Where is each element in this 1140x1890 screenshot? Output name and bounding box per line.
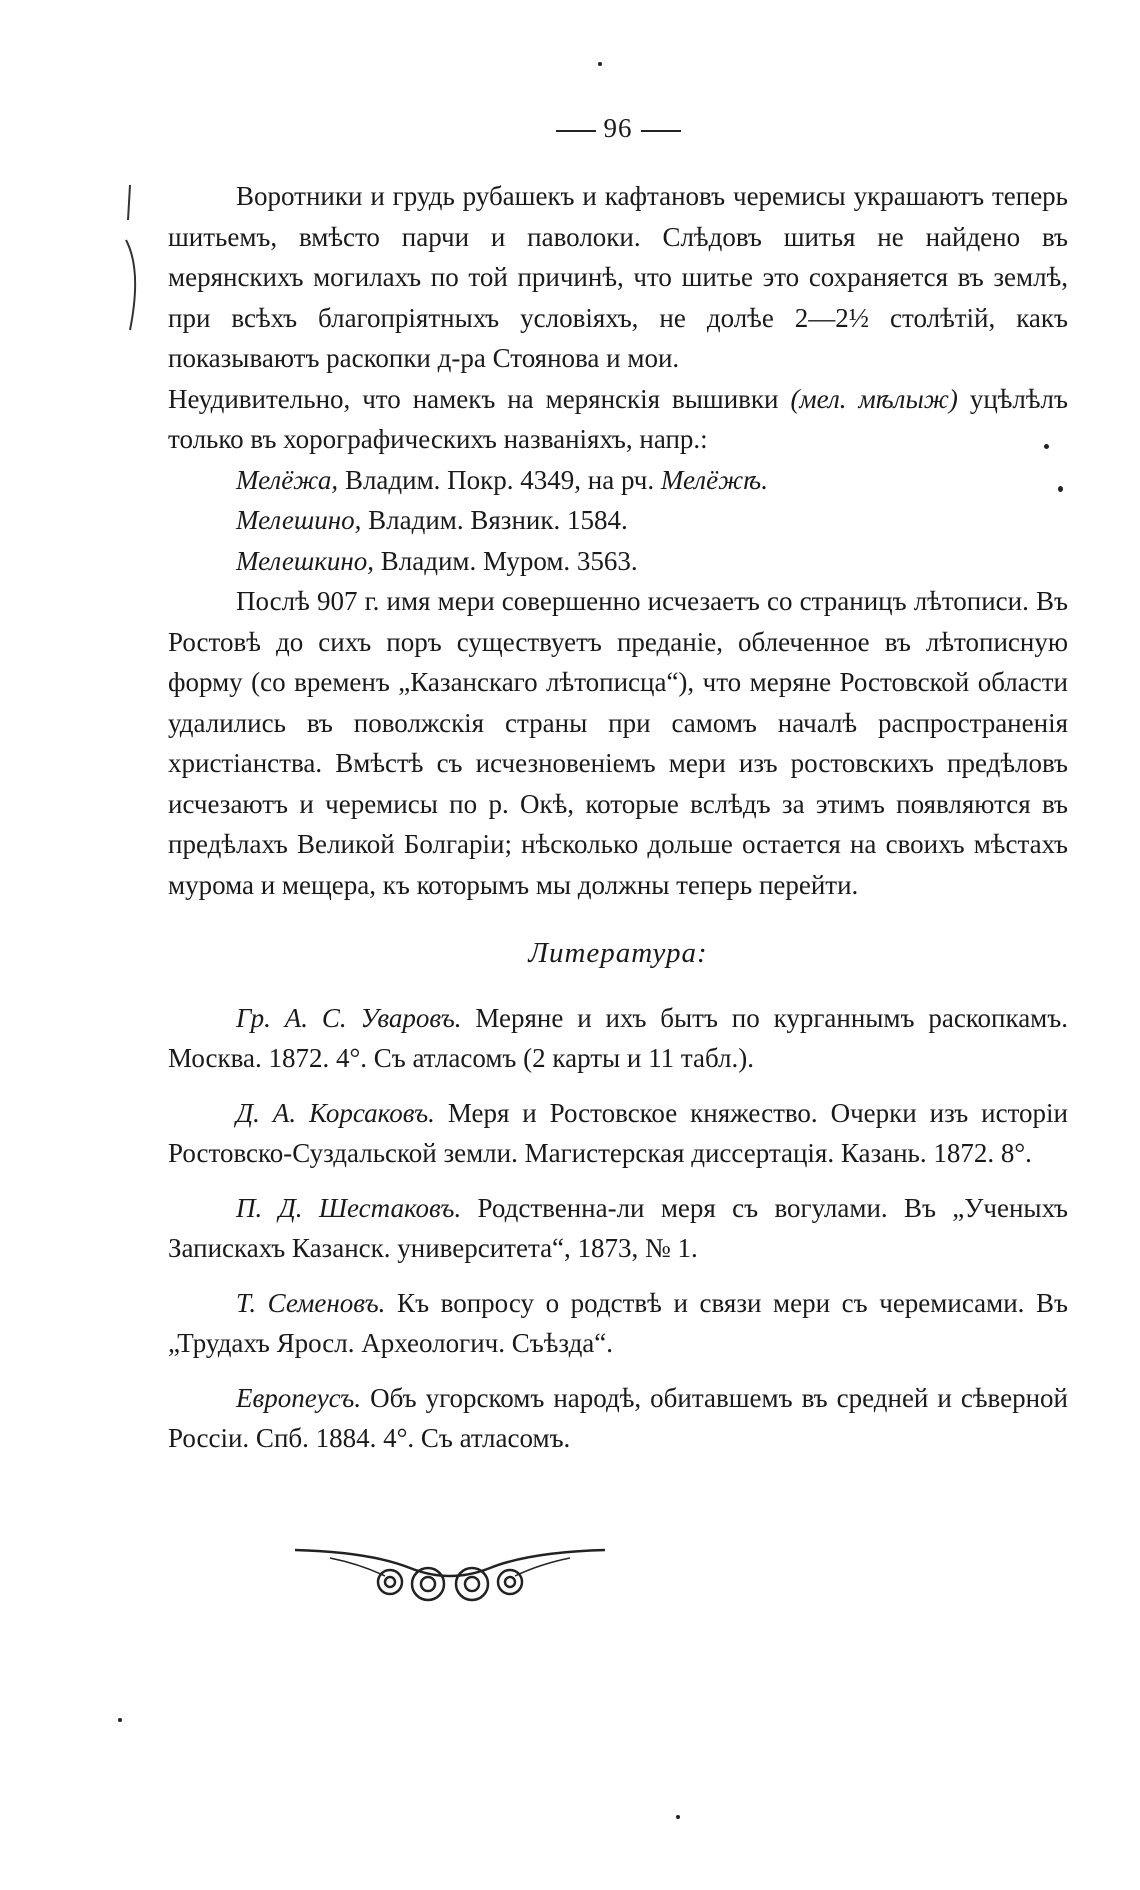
- page-header: [168, 108, 1068, 149]
- margin-pencil-bracket: [120, 180, 150, 340]
- reference-author: Д. А. Корсаковъ.: [236, 1097, 435, 1128]
- header-dash: [556, 130, 596, 132]
- reference-entry: Т. Семеновъ. Къ вопросу о родствѣ и связи мери съ черемисами. Въ „Трудахъ Яросл. Археологич. Съѣзда“.: [168, 1287, 1068, 1358]
- page-number: 96: [603, 113, 633, 143]
- header-dash: [641, 130, 681, 132]
- page-body: [168, 176, 1068, 1473]
- toponym-entry: Мелёжа, Владим. Покр. 4349, на рч. Мелёжѣ.: [236, 464, 768, 495]
- reference-entry: Европеусъ. Объ угорскомъ народѣ, обитавшемъ въ средней и сѣверной Россіи. Спб. 1884. 4°. Съ атласомъ.: [168, 1382, 1068, 1453]
- reference-author: П. Д. Шестаковъ.: [236, 1192, 462, 1223]
- ink-speck: [598, 62, 602, 66]
- paragraph: Воротники и грудь рубашекъ и кафтановъ черемисы украшаютъ теперь шитьемъ, вмѣсто парчи и паволоки. Слѣдовъ шитья не найдено въ мерянскихъ могилахъ по той причинѣ, что шитье это сохраняется въ землѣ, при всѣхъ благопріятныхъ условіяхъ, не долѣе 2—2½ столѣтій, какъ показываютъ раскопки д-ра Стоянова и мои.: [168, 181, 1068, 373]
- reference-entry: Д. А. Корсаковъ. Меря и Ростовское княжество. Очерки изъ исторіи Ростовско-Суздальской земли. Магистерская диссертація. Казань. 1872. 8°.: [168, 1097, 1068, 1168]
- reference-author: Т. Семеновъ.: [236, 1287, 386, 1318]
- reference-entry: П. Д. Шестаковъ. Родственна-ли меря съ вогулами. Въ „Ученыхъ Запискахъ Казанск. университета“, 1873, № 1.: [168, 1192, 1068, 1263]
- paragraph: Послѣ 907 г. имя мери совершенно исчезаетъ со страницъ лѣтописи. Въ Ростовѣ до сихъ поръ существуетъ преданіе, облеченное въ лѣтописную форму (со временъ „Казанскаго лѣтописца“), что меряне Ростовской области удалились въ поволжскія страны при самомъ началѣ распространенія христіанства. Вмѣстѣ съ исчезновеніемъ мери изъ ростовскихъ предѣловъ исчезаютъ и черемисы по р. Окѣ, которые вслѣдъ за этимъ появляются въ предѣлахъ Великой Болгаріи; нѣсколько дольше остается на своихъ мѣстахъ мурома и мещера, къ которымъ мы должны теперь перейти.: [168, 586, 1068, 900]
- toponym-name: Мелёжа,: [236, 464, 339, 495]
- tailpiece-ornament: [290, 1530, 610, 1610]
- toponym-name: Мелешино,: [236, 505, 362, 535]
- reference-entry: Гр. А. С. Уваровъ. Меряне и ихъ бытъ по курганнымъ раскопкамъ. Москва. 1872. 4°. Съ атласомъ (2 карты и 11 табл.).: [168, 1002, 1068, 1073]
- literature-heading: Литература:: [528, 937, 708, 969]
- toponym-name: Мелешкино,: [236, 545, 375, 576]
- paragraph: Неудивительно, что намекъ на мерянскія вышивки (мел. мѣлыж) уцѣлѣлъ только въ хорографическихъ названіяхъ, напр.:: [168, 383, 1068, 454]
- reference-author: Европеусъ.: [236, 1382, 362, 1413]
- ink-speck: [676, 1815, 680, 1819]
- toponym-entry: Мелешкино, Владим. Муром. 3563.: [236, 545, 638, 576]
- ink-speck: [118, 1718, 122, 1722]
- reference-author: Гр. А. С. Уваровъ.: [236, 1002, 462, 1033]
- toponym-entry: Мелешино, Владим. Вязник. 1584.: [236, 505, 628, 535]
